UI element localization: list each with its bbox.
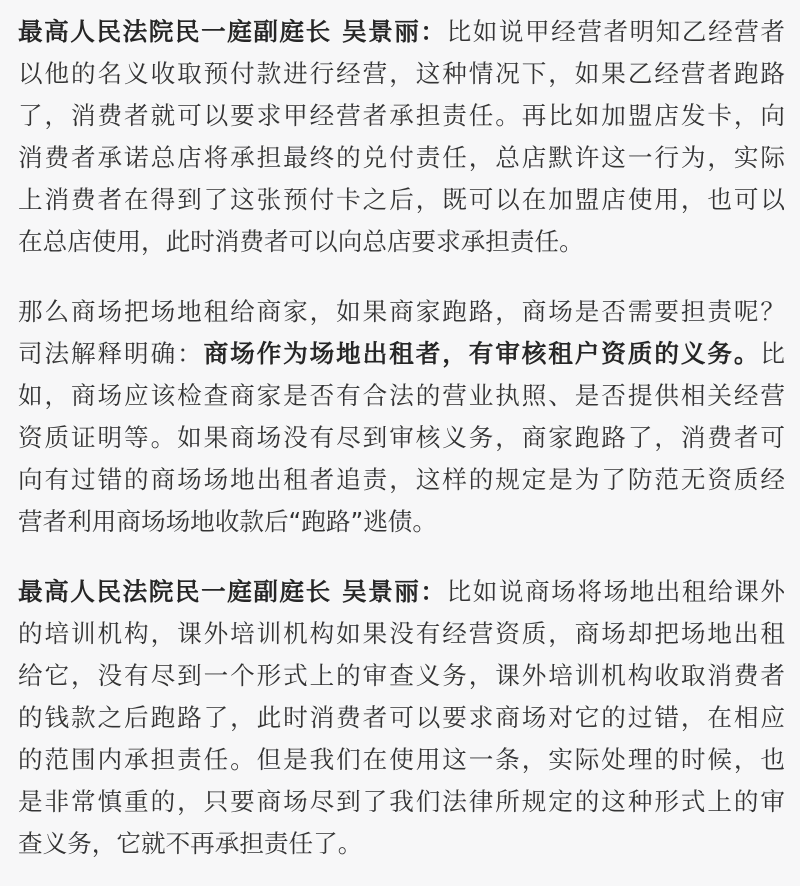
text-line: 如，商场应该检查商家是否有合法的营业执照、是否提供相关经营 bbox=[18, 381, 785, 410]
text-line: 的范围内承担责任。但是我们在使用这一条，实际处理的时候，也 bbox=[18, 745, 785, 774]
speaker-label: 最高人民法院民一庭副庭长 吴景丽： bbox=[18, 577, 447, 606]
text-line bbox=[18, 11, 785, 53]
speaker-label: 最高人民法院民一庭副庭长 吴景丽： bbox=[18, 17, 447, 46]
text-line: 那么商场把场地租给商家，如果商家跑路，商场是否需要担责呢？ bbox=[18, 297, 785, 326]
text-line: 营者利用商场场地收款后“跑路”逃债。 bbox=[18, 507, 437, 536]
emphasis-text: 商场作为场地出租者，有审核租户资质的义务。 bbox=[203, 339, 761, 368]
quote-text: 比如说甲经营者明知乙经营者 bbox=[446, 17, 785, 46]
text-line: 上消费者在得到了这张预付卡之后，既可以在加盟店使用，也可以 bbox=[18, 185, 785, 214]
text-line bbox=[18, 571, 785, 613]
text-line: 资质证明等。如果商场没有尽到审核义务，商家跑路了，消费者可 bbox=[18, 423, 785, 452]
text-line: 消费者承诺总店将承担最终的兑付责任，总店默许这一行为，实际 bbox=[18, 143, 785, 172]
paragraph-quote-1 bbox=[18, 11, 785, 263]
paragraph-quote-2 bbox=[18, 571, 785, 865]
quote-text: 比如说商场将场地出租给课外 bbox=[446, 577, 785, 606]
text-line: 的钱款之后跑路了，此时消费者可以要求商场对它的过错，在相应 bbox=[18, 703, 785, 732]
text-line: 在总店使用，此时消费者可以向总店要求承担责任。 bbox=[18, 227, 584, 256]
text-line: 的培训机构，课外培训机构如果没有经营资质，商场却把场地出租 bbox=[18, 619, 785, 648]
text-line: 向有过错的商场场地出租者追责，这样的规定是为了防范无资质经 bbox=[18, 465, 785, 494]
continuation-text: 比 bbox=[760, 339, 785, 368]
text-line: 是非常慎重的，只要商场尽到了我们法律所规定的这种形式上的审 bbox=[18, 787, 785, 816]
text-line: 给它，没有尽到一个形式上的审查义务，课外培训机构收取消费者 bbox=[18, 661, 785, 690]
text-line: 查义务，它就不再承担责任了。 bbox=[18, 829, 363, 858]
judicial-interpretation-label: 司法解释明确： bbox=[18, 339, 204, 368]
text-line bbox=[18, 333, 785, 375]
paragraph-explanation bbox=[18, 291, 785, 543]
text-line: 了，消费者就可以要求甲经营者承担责任。再比如加盟店发卡，向 bbox=[18, 101, 785, 130]
text-line: 以他的名义收取预付款进行经营，这种情况下，如果乙经营者跑路 bbox=[18, 59, 785, 88]
